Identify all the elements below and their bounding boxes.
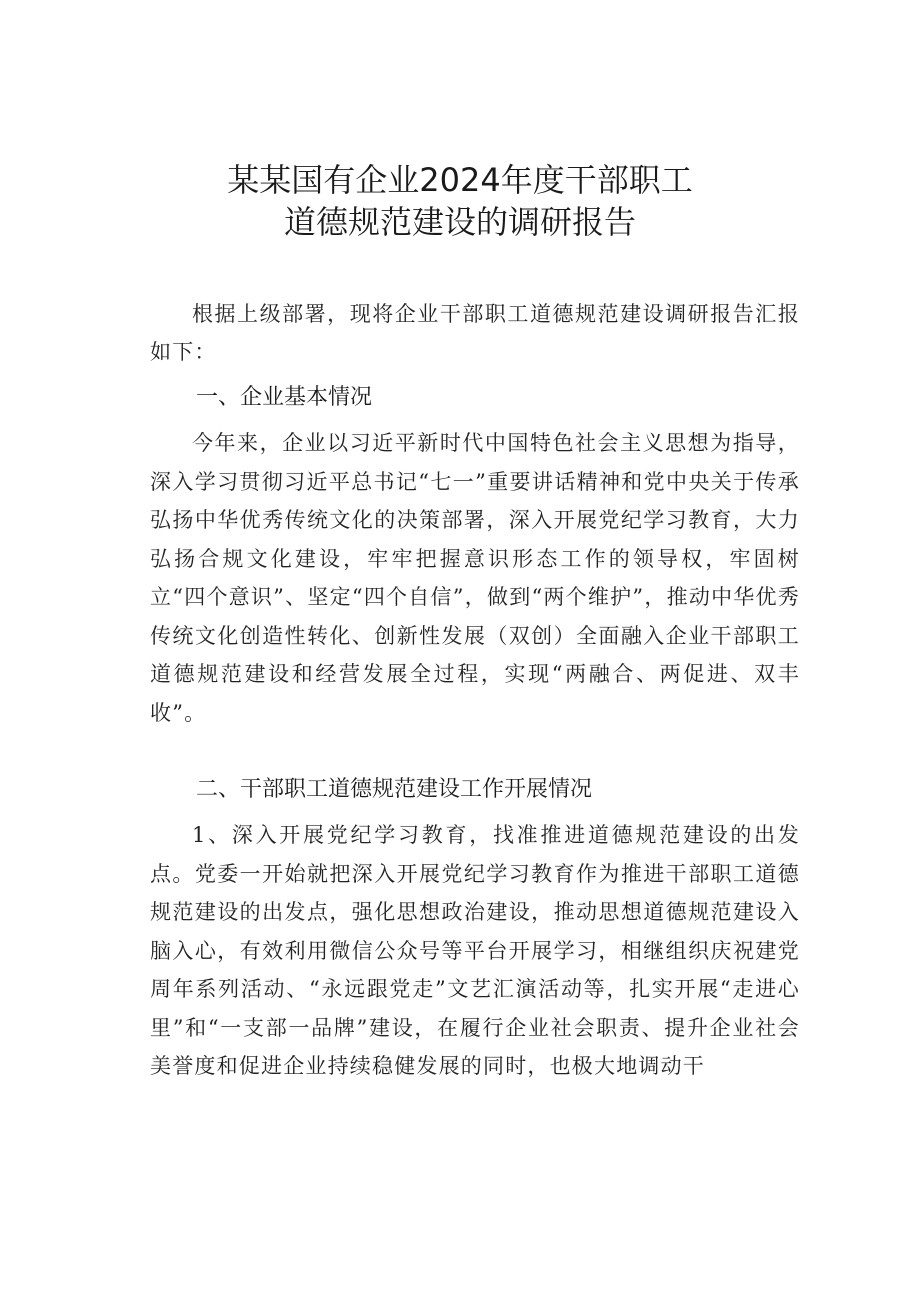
section-2-block <box>150 816 800 1086</box>
document-title-line-1: 某某国有企业2024年度干部职工 <box>227 161 693 199</box>
section-1-block <box>150 424 800 732</box>
document-title-line-2: 道德规范建设的调研报告 <box>283 203 636 241</box>
section-1-heading: 一、企业基本情况 <box>196 385 373 410</box>
section-2-heading: 二、干部职工道德规范建设工作开展情况 <box>196 777 593 802</box>
section-1-paragraph: 今年来，企业以习近平新时代中国特色社会主义思想为指导，深入学习贯彻习近平总书记“七一”重要讲话精神和党中央关于传承弘扬中华优秀传统文化的决策部署，深入开展党纪学习教育，大力弘扬合规文化建设，牢牢把握意识形态工作的领导权，牢固树立“四个意识”、坚定“四个自信”，做到“两个维护”，推动中华优秀传统文化创造性转化、创新性发展（双创）全面融入企业干部职工道德规范建设和经营发展全过程，实现“两融合、两促进、双丰收”。 <box>150 431 800 725</box>
intro-paragraph: 根据上级部署，现将企业干部职工道德规范建设调研报告汇报如下： <box>150 302 800 364</box>
intro-block <box>150 295 800 371</box>
section-2-paragraph: 1、深入开展党纪学习教育，找准推进道德规范建设的出发点。党委一开始就把深入开展党纪学习教育作为推进干部职工道德规范建设的出发点，强化思想政治建设，推动思想道德规范建设入脑入心，有效利用微信公众号等平台开展学习，相继组织庆祝建党周年系列活动、“永远跟党走”文艺汇演活动等，扎实开展“走进心里”和“一支部一品牌”建设，在履行企业社会职责、提升企业社会美誉度和促进企业持续稳健发展的同时，也极大地调动干 <box>150 823 800 1078</box>
